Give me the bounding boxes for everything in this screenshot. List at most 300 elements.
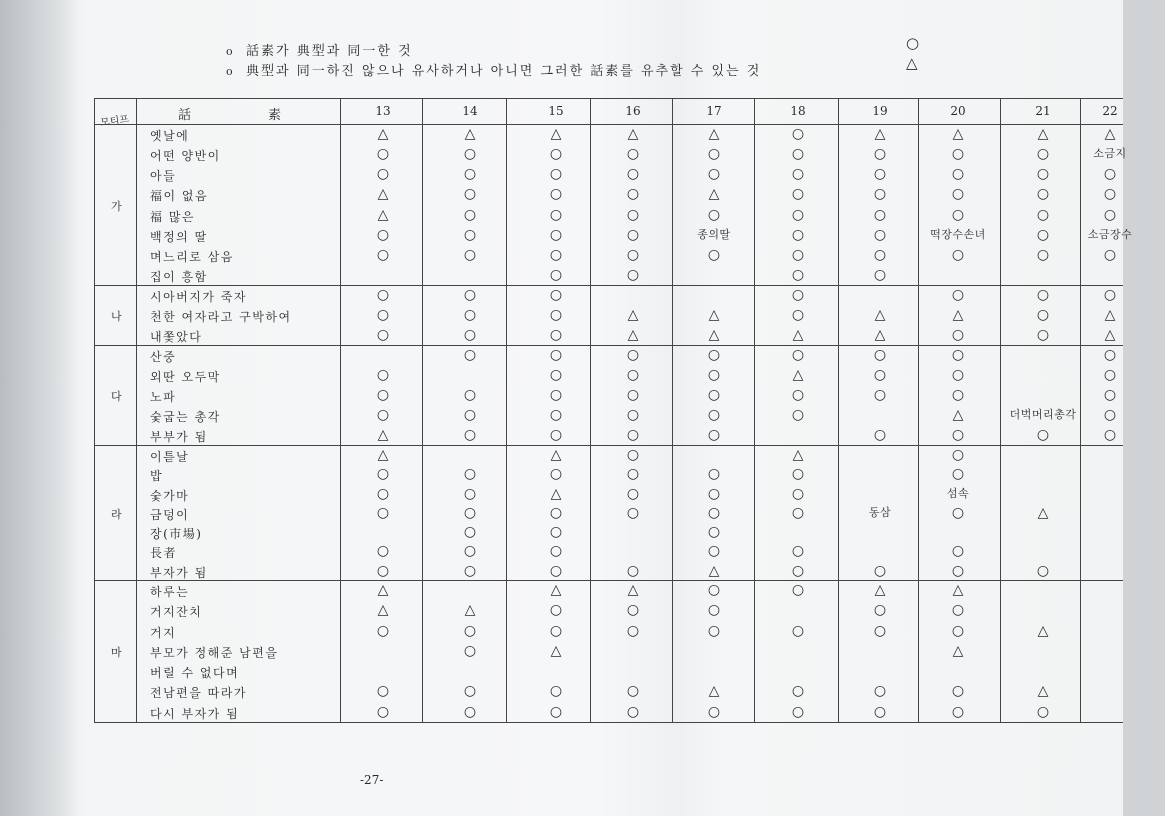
mark-circle: ○ [626, 206, 640, 223]
mark-circle: ○ [791, 287, 805, 303]
mark-circle: ○ [549, 186, 563, 203]
mark-circle: ○ [791, 562, 805, 579]
mark-triangle: △ [1037, 622, 1049, 639]
mark-circle: ○ [873, 246, 887, 263]
group-label-나: 나 [111, 310, 122, 323]
table-row-label: 노파 [150, 390, 177, 404]
mark-circle: ○ [873, 602, 887, 619]
column-rule [754, 98, 755, 722]
mark-circle: ○ [549, 562, 563, 579]
mark-circle: ○ [791, 466, 805, 483]
column-number: 20 [950, 104, 966, 118]
table-row-label: 하루는 [150, 585, 190, 599]
table-row-label: 백정의 딸 [150, 229, 208, 244]
mark-circle: ○ [1036, 703, 1050, 720]
column-rule [422, 98, 423, 722]
mark-triangle: △ [627, 307, 639, 323]
mark-circle: ○ [707, 166, 721, 183]
column-rule-motif [136, 98, 137, 722]
mark-circle: ○ [463, 146, 477, 163]
mark-circle: ○ [951, 186, 965, 203]
table-row-label: 장(市場) [150, 527, 203, 542]
mark-circle: ○ [549, 166, 563, 183]
cell-note: 소금지 [1093, 147, 1127, 161]
table-row-label: 거지 [150, 625, 177, 640]
mark-circle: ○ [951, 427, 965, 443]
mark-circle: ○ [951, 246, 965, 263]
column-rule [672, 98, 673, 722]
mark-circle: ○ [463, 504, 477, 521]
mark-circle: ○ [376, 307, 390, 323]
group-divider [94, 285, 1123, 286]
column-rule [590, 98, 591, 722]
mark-triangle: △ [550, 642, 562, 659]
mark-circle: ○ [1036, 146, 1050, 163]
mark-circle: ○ [791, 226, 805, 243]
mark-circle: ○ [463, 387, 477, 403]
mark-circle: ○ [791, 166, 805, 183]
mark-circle: ○ [707, 504, 721, 521]
mark-circle: ○ [791, 347, 805, 363]
group-divider [94, 445, 1123, 446]
group-label-라: 라 [111, 507, 122, 521]
mark-triangle: △ [792, 367, 804, 383]
mark-triangle: △ [952, 126, 964, 142]
mark-triangle: △ [952, 642, 964, 659]
mark-circle: ○ [1103, 367, 1117, 383]
mark-triangle: △ [792, 327, 804, 343]
mark-circle: ○ [463, 703, 477, 720]
table-row-label: 福이 없음 [150, 189, 209, 204]
mark-circle: ○ [951, 602, 965, 619]
mark-circle: ○ [951, 447, 965, 463]
mark-circle: ○ [791, 146, 805, 163]
mark-circle: ○ [791, 582, 805, 598]
table-row-label: 밥 [150, 469, 164, 484]
mark-triangle: △ [377, 427, 389, 443]
mark-triangle: △ [550, 485, 562, 502]
mark-circle: ○ [626, 485, 640, 502]
mark-circle: ○ [791, 504, 805, 521]
mark-circle: ○ [873, 367, 887, 383]
mark-circle: ○ [951, 146, 965, 163]
column-number: 15 [548, 104, 564, 118]
mark-circle: ○ [707, 602, 721, 619]
mark-circle: ○ [1103, 206, 1117, 223]
mark-circle: ○ [873, 622, 887, 639]
column-rule [918, 98, 919, 722]
mark-triangle: △ [1037, 504, 1049, 521]
mark-circle: ○ [626, 186, 640, 203]
column-number: 17 [706, 104, 722, 118]
mark-triangle: △ [377, 602, 389, 619]
cell-note: 섬속 [946, 486, 970, 500]
table-row-label: 숯가마 [150, 488, 190, 503]
mark-circle: ○ [1036, 166, 1050, 183]
mark-circle: ○ [376, 387, 390, 403]
mark-circle: ○ [626, 166, 640, 183]
mark-triangle: △ [377, 582, 389, 598]
mark-circle: ○ [463, 407, 477, 423]
mark-circle: ○ [549, 427, 563, 443]
mark-triangle: △ [550, 582, 562, 598]
mark-circle: ○ [707, 146, 721, 163]
mark-circle: ○ [549, 266, 563, 283]
mark-triangle: △ [1104, 307, 1116, 323]
table-row-label: 산중 [150, 350, 177, 364]
mark-circle: ○ [1103, 186, 1117, 203]
mark-circle: ○ [463, 622, 477, 639]
column-rule [838, 98, 839, 722]
mark-triangle: △ [1037, 683, 1049, 700]
mark-circle: ○ [951, 466, 965, 483]
mark-circle: ○ [791, 387, 805, 403]
table-row-label: 아들 [150, 169, 177, 184]
column-number: 16 [625, 104, 641, 118]
mark-circle: ○ [626, 367, 640, 383]
mark-circle: ○ [873, 166, 887, 183]
mark-triangle: △ [708, 186, 720, 203]
mark-circle: ○ [549, 622, 563, 639]
mark-circle: ○ [376, 543, 390, 560]
mark-circle: ○ [549, 524, 563, 541]
mark-circle: ○ [626, 504, 640, 521]
mark-triangle: △ [627, 327, 639, 343]
legend-bullet: o [226, 65, 235, 78]
mark-circle: ○ [707, 485, 721, 502]
mark-circle: ○ [707, 703, 721, 720]
mark-triangle: △ [627, 582, 639, 598]
mark-circle: ○ [626, 602, 640, 619]
mark-circle: ○ [951, 683, 965, 700]
mark-circle: ○ [707, 427, 721, 443]
column-number: 13 [375, 104, 391, 118]
group-label-가: 가 [111, 199, 122, 213]
mark-circle: ○ [951, 367, 965, 383]
mark-circle: ○ [626, 387, 640, 403]
page-number: -27- [360, 773, 384, 787]
table-row-label: 부자가 됨 [150, 565, 208, 580]
mark-circle: ○ [791, 186, 805, 203]
cell-note: 소금장수 [1087, 227, 1133, 241]
mark-circle: ○ [549, 466, 563, 483]
table-row-label: 금덩이 [150, 507, 190, 522]
column-number: 22 [1102, 104, 1118, 118]
column-rule-left [94, 98, 95, 722]
mark-circle: ○ [463, 206, 477, 223]
mark-circle: ○ [463, 327, 477, 343]
mark-circle: ○ [376, 683, 390, 700]
mark-circle: ○ [549, 347, 563, 363]
mark-circle: ○ [1036, 427, 1050, 443]
table-row-label: 이튿날 [150, 450, 190, 464]
mark-circle: ○ [951, 287, 965, 303]
mark-circle: ○ [549, 683, 563, 700]
legend-bullet: o [226, 45, 235, 58]
mark-circle: ○ [376, 367, 390, 383]
mark-circle: ○ [707, 543, 721, 560]
legend-text: 典型과 同一하진 않으나 유사하거나 아니면 그러한 話素를 유추할 수 있는 것 [246, 64, 762, 79]
mark-circle: ○ [549, 543, 563, 560]
column-number: 21 [1035, 104, 1051, 118]
mark-circle: ○ [873, 562, 887, 579]
mark-circle: ○ [1103, 407, 1117, 423]
mark-circle: ○ [549, 367, 563, 383]
mark-triangle: △ [377, 447, 389, 463]
mark-circle: ○ [873, 226, 887, 243]
mark-circle: ○ [791, 543, 805, 560]
group-divider [94, 580, 1123, 581]
legend-line-2 [226, 60, 761, 79]
mark-circle: ○ [951, 562, 965, 579]
mark-circle: ○ [707, 407, 721, 423]
mark-triangle: △ [952, 307, 964, 323]
mark-circle: ○ [626, 447, 640, 463]
mark-triangle: △ [1037, 126, 1049, 142]
mark-circle: ○ [707, 387, 721, 403]
table-row-label: 천한 여자라고 구박하여 [150, 310, 292, 324]
mark-circle: ○ [1103, 166, 1117, 183]
legend-text: 話素가 典型과 同一한 것 [246, 44, 413, 59]
mark-circle: ○ [549, 407, 563, 423]
cell-note: 더벅머리총각 [1009, 408, 1077, 421]
group-label-마: 마 [111, 646, 122, 659]
mark-circle: ○ [463, 246, 477, 263]
mark-circle: ○ [626, 683, 640, 700]
mark-circle: ○ [463, 562, 477, 579]
mark-circle: ○ [376, 166, 390, 183]
mark-circle: ○ [1036, 307, 1050, 323]
header-motif-label: 모티프 [99, 114, 130, 129]
table-row-label: 버릴 수 없다며 [150, 666, 240, 681]
mark-circle: ○ [463, 543, 477, 560]
mark-circle: ○ [463, 524, 477, 541]
mark-circle: ○ [951, 543, 965, 560]
table-row-label: 전남편을 따라가 [150, 686, 247, 701]
mark-triangle: △ [874, 307, 886, 323]
mark-triangle: △ [377, 186, 389, 203]
mark-circle: ○ [951, 206, 965, 223]
column-number: 14 [462, 104, 478, 118]
mark-circle: ○ [873, 387, 887, 403]
mark-circle: ○ [626, 266, 640, 283]
mark-triangle: △ [874, 582, 886, 598]
mark-circle: ○ [873, 683, 887, 700]
mark-triangle: △ [627, 126, 639, 142]
mark-circle: ○ [1103, 427, 1117, 443]
mark-triangle: △ [874, 126, 886, 142]
table-row-label: 시아버지가 죽자 [150, 290, 247, 304]
mark-circle: ○ [463, 186, 477, 203]
table-row-label: 숯굽는 총각 [150, 410, 221, 424]
mark-circle: ○ [463, 427, 477, 443]
mark-circle: ○ [791, 485, 805, 502]
mark-triangle: △ [464, 126, 476, 142]
mark-triangle: △ [952, 582, 964, 598]
mark-triangle: △ [708, 562, 720, 579]
mark-circle: ○ [791, 307, 805, 323]
mark-circle: ○ [707, 524, 721, 541]
mark-circle: ○ [707, 466, 721, 483]
book-gutter-shadow [0, 0, 80, 816]
header-item-label: 話 [178, 108, 194, 123]
mark-circle: ○ [1036, 562, 1050, 579]
mark-circle: ○ [873, 266, 887, 283]
mark-circle: ○ [376, 485, 390, 502]
mark-circle: ○ [707, 367, 721, 383]
mark-circle: ○ [376, 622, 390, 639]
mark-circle: ○ [791, 246, 805, 263]
table-row-label: 며느리로 삼음 [150, 249, 234, 264]
mark-circle: ○ [951, 622, 965, 639]
mark-circle: ○ [1103, 387, 1117, 403]
mark-circle: ○ [791, 126, 805, 142]
mark-circle: ○ [626, 427, 640, 443]
mark-circle: ○ [376, 407, 390, 423]
mark-circle: ○ [376, 466, 390, 483]
mark-circle: ○ [626, 703, 640, 720]
mark-circle: ○ [791, 266, 805, 283]
mark-circle: ○ [463, 642, 477, 659]
mark-circle: ○ [873, 186, 887, 203]
column-number: 18 [790, 104, 806, 118]
mark-circle: ○ [707, 347, 721, 363]
group-divider [94, 345, 1123, 346]
mark-circle: ○ [549, 307, 563, 323]
mark-circle: ○ [707, 582, 721, 598]
mark-circle: ○ [376, 226, 390, 243]
mark-circle: ○ [1036, 226, 1050, 243]
mark-circle: ○ [1103, 347, 1117, 363]
mark-circle: ○ [873, 146, 887, 163]
mark-circle: ○ [951, 504, 965, 521]
mark-triangle: △ [708, 307, 720, 323]
table-bottom-rule [94, 722, 1123, 723]
mark-triangle: △ [1104, 327, 1116, 343]
mark-circle: ○ [376, 146, 390, 163]
mark-circle: ○ [463, 166, 477, 183]
table-row-label: 거지잔치 [150, 605, 203, 620]
mark-triangle: △ [792, 447, 804, 463]
mark-circle: ○ [873, 347, 887, 363]
mark-circle: ○ [873, 703, 887, 720]
mark-circle: ○ [1103, 246, 1117, 263]
mark-triangle: △ [708, 683, 720, 700]
mark-circle: ○ [707, 246, 721, 263]
cell-note: 종의딸 [697, 227, 731, 241]
mark-circle: ○ [626, 622, 640, 639]
mark-circle: ○ [626, 226, 640, 243]
mark-circle: ○ [549, 703, 563, 720]
mark-triangle: △ [1104, 126, 1116, 142]
mark-circle: ○ [1103, 287, 1117, 303]
mark-triangle: △ [550, 447, 562, 463]
mark-circle: ○ [1036, 246, 1050, 263]
mark-triangle: △ [708, 126, 720, 142]
mark-triangle: △ [377, 126, 389, 142]
mark-circle: ○ [791, 206, 805, 223]
mark-circle: ○ [1036, 186, 1050, 203]
mark-circle: ○ [376, 703, 390, 720]
mark-circle: ○ [463, 466, 477, 483]
mark-circle: ○ [376, 287, 390, 303]
mark-circle: ○ [873, 206, 887, 223]
mark-circle: ○ [549, 504, 563, 521]
mark-circle: ○ [626, 347, 640, 363]
mark-circle: ○ [463, 485, 477, 502]
mark-circle: ○ [376, 504, 390, 521]
legend-line-1 [226, 40, 413, 59]
mark-circle: ○ [549, 287, 563, 303]
mark-circle: ○ [376, 327, 390, 343]
mark-triangle: △ [874, 327, 886, 343]
table-row-label: 부부가 됨 [150, 430, 208, 444]
group-label-다: 다 [111, 390, 122, 403]
mark-circle: ○ [463, 307, 477, 323]
table-row-label: 長者 [150, 546, 178, 561]
table-row-label: 옛날에 [150, 129, 190, 143]
mark-circle: ○ [707, 206, 721, 223]
mark-circle: ○ [951, 327, 965, 343]
mark-circle: ○ [873, 427, 887, 443]
table-row-label: 외딴 오두막 [150, 370, 221, 384]
mark-triangle: △ [464, 602, 476, 619]
mark-circle: ○ [376, 246, 390, 263]
mark-circle: ○ [707, 622, 721, 639]
mark-circle: ○ [1036, 287, 1050, 303]
mark-circle: ○ [791, 683, 805, 700]
mark-circle: ○ [791, 407, 805, 423]
mark-circle: ○ [626, 407, 640, 423]
mark-circle: ○ [549, 602, 563, 619]
mark-circle: ○ [791, 622, 805, 639]
table-row-label: 어떤 양반이 [150, 149, 221, 164]
mark-circle: ○ [549, 146, 563, 163]
column-number: 19 [872, 104, 888, 118]
cell-note: 떡장수손녀 [930, 227, 986, 241]
table-row-label: 다시 부자가 됨 [150, 706, 240, 721]
mark-circle: ○ [549, 327, 563, 343]
mark-circle: ○ [463, 226, 477, 243]
mark-triangle: △ [377, 206, 389, 223]
table-row-label: 집이 흥함 [150, 269, 208, 284]
table-row-label: 내쫓았다 [150, 330, 203, 344]
mark-circle: ○ [791, 703, 805, 720]
mark-circle: ○ [463, 683, 477, 700]
table-top-rule [94, 98, 1123, 99]
header-bottom-rule [94, 124, 1123, 125]
mark-circle: ○ [626, 146, 640, 163]
legend-symbol-triangle: △ [906, 54, 918, 72]
mark-circle: ○ [376, 562, 390, 579]
mark-circle: ○ [1036, 206, 1050, 223]
legend-symbol-circle: ○ [906, 34, 920, 52]
header-item-label-2: 素 [268, 108, 282, 123]
mark-circle: ○ [951, 703, 965, 720]
mark-circle: ○ [626, 562, 640, 579]
mark-circle: ○ [1036, 327, 1050, 343]
mark-circle: ○ [549, 206, 563, 223]
mark-circle: ○ [549, 387, 563, 403]
mark-circle: ○ [626, 246, 640, 263]
mark-circle: ○ [463, 347, 477, 363]
table-row-label: 부모가 정해준 남편을 [150, 645, 279, 660]
cell-note: 동삼 [868, 505, 892, 519]
mark-circle: ○ [951, 387, 965, 403]
column-rule [506, 98, 507, 722]
mark-circle: ○ [951, 166, 965, 183]
mark-circle: ○ [626, 466, 640, 483]
